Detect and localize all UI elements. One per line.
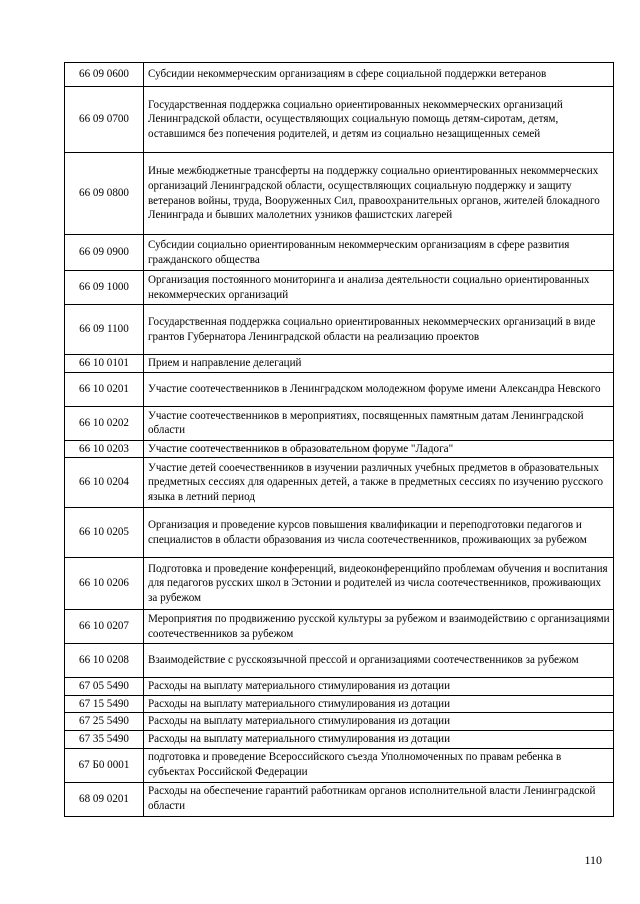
code-cell: 66 10 0202 xyxy=(65,406,144,440)
description-cell: Расходы на выплату материального стимулирования из дотации xyxy=(144,678,614,696)
table-row xyxy=(65,610,614,644)
code-cell: 67 25 5490 xyxy=(65,713,144,731)
description-cell: Организация и проведение курсов повышения квалификации и переподготовки педагогов и специалистов в области образования из числа соотечественников, проживающих за рубежом xyxy=(144,508,614,558)
code-cell: 66 10 0206 xyxy=(65,558,144,610)
description-cell: Субсидии социально ориентированным некоммерческим организациям в сфере развития гражданского общества xyxy=(144,235,614,271)
code-cell: 67 35 5490 xyxy=(65,730,144,748)
code-cell: 66 09 0600 xyxy=(65,63,144,87)
description-cell: Расходы на выплату материального стимулирования из дотации xyxy=(144,713,614,731)
table-row xyxy=(65,678,614,696)
table-row xyxy=(65,153,614,235)
table-body xyxy=(65,63,614,817)
description-cell: Государственная поддержка социально ориентированных некоммерческих организаций Ленинградской области, осуществляющих социальную помощь детям-сиротам, детям, оставшимся без попечения родителей, и детям из социально незащищенных семей xyxy=(144,87,614,153)
description-cell: Прием и направление делегаций xyxy=(144,355,614,373)
table-row xyxy=(65,440,614,458)
code-cell: 68 09 0201 xyxy=(65,782,144,816)
code-cell: 67 Б0 0001 xyxy=(65,748,144,782)
table-row xyxy=(65,235,614,271)
description-cell: Расходы на выплату материального стимулирования из дотации xyxy=(144,730,614,748)
table-row xyxy=(65,644,614,678)
description-cell: Подготовка и проведение конференций, видеоконференцийпо проблемам обучения и воспитания для педагогов русских школ в Эстонии и родителей из числа соотечественников, проживающих за рубежом xyxy=(144,558,614,610)
budget-code-table xyxy=(64,62,614,817)
table-row xyxy=(65,406,614,440)
code-cell: 66 10 0203 xyxy=(65,440,144,458)
table-row xyxy=(65,305,614,355)
description-cell: Расходы на выплату материального стимулирования из дотации xyxy=(144,695,614,713)
table-row xyxy=(65,87,614,153)
table-row xyxy=(65,372,614,406)
code-cell: 66 09 1100 xyxy=(65,305,144,355)
description-cell: Расходы на обеспечение гарантий работникам органов исполнительной власти Ленинградской области xyxy=(144,782,614,816)
code-cell: 66 10 0208 xyxy=(65,644,144,678)
description-cell: Организация постоянного мониторинга и анализа деятельности социально ориентированных некоммерческих организаций xyxy=(144,271,614,305)
description-cell: Взаимодействие с русскоязычной прессой и организациями соотечественников за рубежом xyxy=(144,644,614,678)
description-cell: Участие детей сооечественников в изучении различных учебных предметов в образовательных предметных сессиях для одаренных детей, а также в предметных сессиях по изучению русского языка в летний период xyxy=(144,458,614,508)
description-cell: подготовка и проведение Всероссийского съезда Уполномоченных по правам ребенка в субъектах Российской Федерации xyxy=(144,748,614,782)
code-cell: 66 10 0101 xyxy=(65,355,144,373)
table-row xyxy=(65,713,614,731)
code-cell: 66 09 0900 xyxy=(65,235,144,271)
code-cell: 66 09 0800 xyxy=(65,153,144,235)
table-row xyxy=(65,271,614,305)
code-cell: 66 10 0201 xyxy=(65,372,144,406)
table-row xyxy=(65,695,614,713)
table-row xyxy=(65,730,614,748)
description-cell: Государственная поддержка социально ориентированных некоммерческих организаций в виде грантов Губернатора Ленинградской области на реализацию проектов xyxy=(144,305,614,355)
description-cell: Участие соотечественников в мероприятиях, посвященных памятным датам Ленинградской области xyxy=(144,406,614,440)
code-cell: 66 10 0205 xyxy=(65,508,144,558)
table-row xyxy=(65,558,614,610)
table-row xyxy=(65,508,614,558)
description-cell: Иные межбюджетные трансферты на поддержку социально ориентированных некоммерческих организаций Ленинградской области, осуществляющих социальную поддержку и защиту ветеранов войны, труда, Вооруженных Сил, правоохранительных органов, жителей блокадного Ленинграда и бывших малолетних узников фашистских лагерей xyxy=(144,153,614,235)
description-cell: Мероприятия по продвижению русской культуры за рубежом и взаимодействию с организациями соотечественников за рубежом xyxy=(144,610,614,644)
table-row xyxy=(65,458,614,508)
description-cell: Участие соотечественников в образовательном форуме "Ладога" xyxy=(144,440,614,458)
code-cell: 66 09 0700 xyxy=(65,87,144,153)
description-cell: Участие соотечественников в Ленинградском молодежном форуме имени Александра Невского xyxy=(144,372,614,406)
code-cell: 66 10 0207 xyxy=(65,610,144,644)
table-row xyxy=(65,748,614,782)
code-cell: 67 05 5490 xyxy=(65,678,144,696)
table-row xyxy=(65,782,614,816)
code-cell: 66 10 0204 xyxy=(65,458,144,508)
table-row xyxy=(65,355,614,373)
code-cell: 67 15 5490 xyxy=(65,695,144,713)
table-row xyxy=(65,63,614,87)
code-cell: 66 09 1000 xyxy=(65,271,144,305)
description-cell: Субсидии некоммерческим организациям в сфере социальной поддержки ветеранов xyxy=(144,63,614,87)
page-number: 110 xyxy=(584,853,602,867)
